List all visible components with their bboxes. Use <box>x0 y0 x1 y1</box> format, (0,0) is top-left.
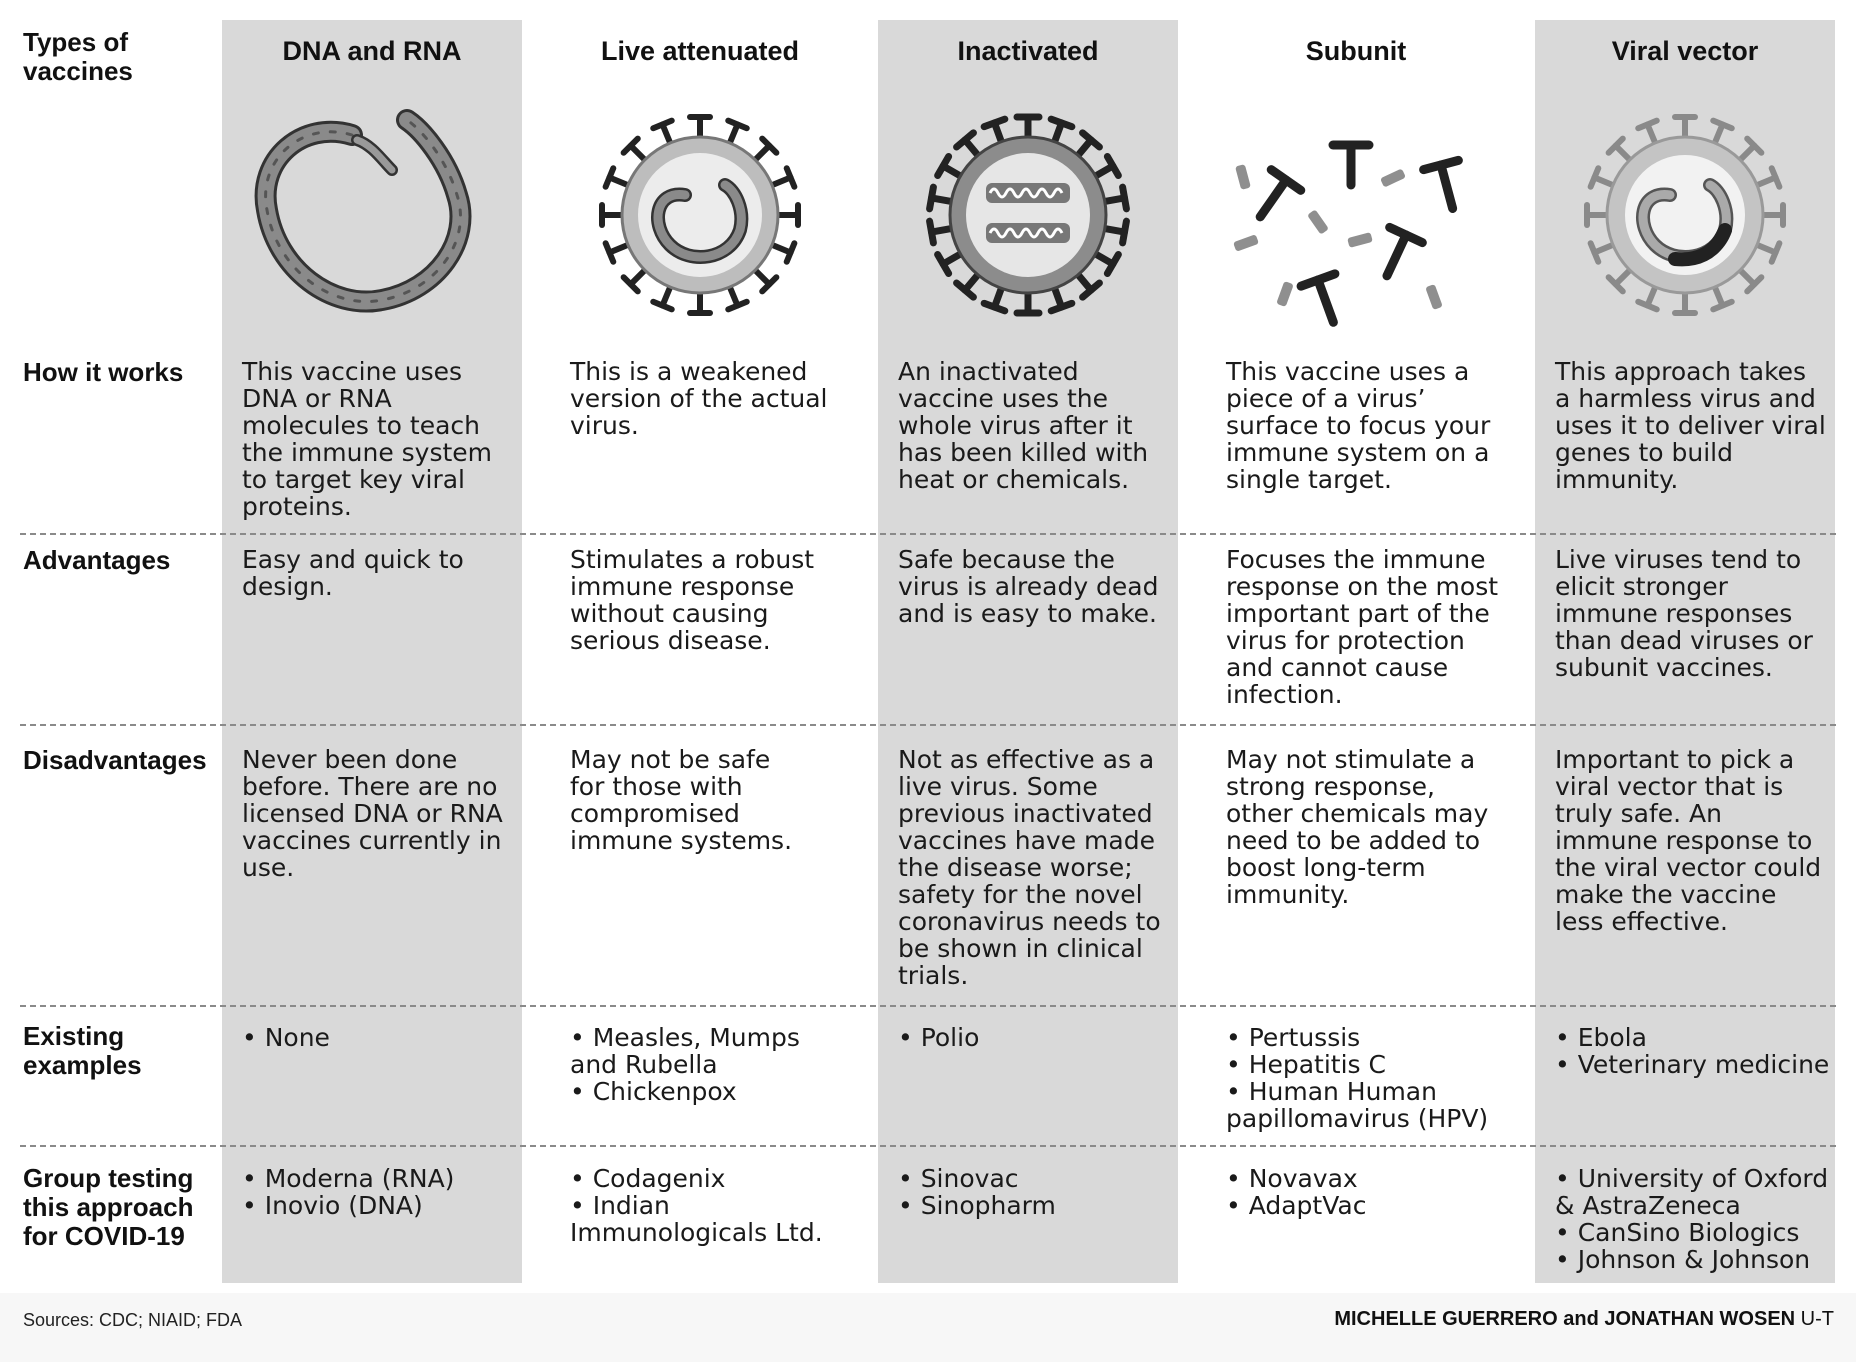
disadvantages-viral-vector: Important to pick a viral vector that is truly safe. An immune response to the viral vector could make the vaccine less effective. <box>1555 745 1822 936</box>
byline-org: U-T <box>1795 1308 1834 1330</box>
examples-live-attenuated: • Measles, Mumps and Rubella • Chickenpox <box>570 1023 800 1106</box>
advantages-viral-vector: Live viruses tend to elicit stronger immune responses than dead viruses or subunit vaccines. <box>1555 545 1813 682</box>
viral-vector-icon <box>1535 100 1835 330</box>
column-title-inactivated: Inactivated <box>957 36 1099 66</box>
examples-dna-rna: • None <box>242 1023 330 1052</box>
weakened-virus-icon <box>550 100 850 330</box>
advantages-live-attenuated: Stimulates a robust immune response without causing serious disease. <box>570 545 815 655</box>
how-it-works-dna-rna: This vaccine uses DNA or RNA molecules to teach the immune system to target key viral proteins. <box>242 357 493 521</box>
groups-live-attenuated: • Codagenix • Indian Immunologicals Ltd. <box>570 1164 823 1247</box>
column-title-dna-rna: DNA and RNA <box>282 36 462 66</box>
how-it-works-viral-vector: This approach takes a harmless virus and uses it to deliver viral genes to build immunity. <box>1555 357 1826 494</box>
byline-names: MICHELLE GUERRERO and JONATHAN WOSEN <box>1334 1308 1796 1330</box>
row-header-how-it-works: How it works <box>23 357 184 387</box>
byline-credit <box>1334 1308 1834 1331</box>
groups-dna-rna: • Moderna (RNA) • Inovio (DNA) <box>242 1164 455 1220</box>
advantages-inactivated: Safe because the virus is already dead and is easy to make. <box>898 545 1159 628</box>
how-it-works-subunit: This vaccine uses a piece of a virus’ surface to focus your immune system on a single target. <box>1226 357 1491 494</box>
advantages-subunit: Focuses the immune response on the most important part of the virus for protection and cannot cause infection. <box>1226 545 1499 709</box>
sources-note: Sources: CDC; NIAID; FDA <box>23 1310 243 1330</box>
row-header-disadvantages: Disadvantages <box>23 745 207 775</box>
row-divider <box>20 533 1836 535</box>
row-divider <box>20 1005 1836 1007</box>
column-title-viral-vector: Viral vector <box>1611 36 1759 66</box>
row-header-advantages: Advantages <box>23 545 171 575</box>
disadvantages-subunit: May not stimulate a strong response, other chemicals may need to be added to boost long-term immunity. <box>1226 745 1489 909</box>
column-title-live-attenuated: Live attenuated <box>600 36 800 66</box>
disadvantages-dna-rna: Never been done before. There are no licensed DNA or RNA vaccines currently in use. <box>242 745 503 882</box>
column-title-subunit: Subunit <box>1305 36 1407 66</box>
examples-viral-vector: • Ebola • Veterinary medicine <box>1555 1023 1830 1079</box>
row-header-types: Types of vaccines <box>23 27 133 86</box>
row-header-existing-examples: Existing examples <box>23 1021 142 1080</box>
examples-subunit: • Pertussis • Hepatitis C • Human Human papillomavirus (HPV) <box>1226 1023 1489 1133</box>
advantages-dna-rna: Easy and quick to design. <box>242 545 464 601</box>
how-it-works-live-attenuated: This is a weakened version of the actual virus. <box>570 357 828 440</box>
disadvantages-live-attenuated: May not be safe for those with compromised immune systems. <box>570 745 793 855</box>
disadvantages-inactivated: Not as effective as a live virus. Some previous inactivated vaccines have made the disease worse; safety for the novel coronavirus needs to be shown in clinical trials. <box>898 745 1161 990</box>
groups-subunit: • Novavax • AdaptVac <box>1226 1164 1367 1220</box>
subunit-proteins-icon <box>1206 100 1506 330</box>
row-header-group-testing: Group testing this approach for COVID-19 <box>23 1163 194 1251</box>
dna-rna-strand-icon <box>222 100 522 330</box>
groups-inactivated: • Sinovac • Sinopharm <box>898 1164 1056 1220</box>
examples-inactivated: • Polio <box>898 1023 980 1052</box>
row-divider <box>20 724 1836 726</box>
how-it-works-inactivated: An inactivated vaccine uses the whole virus after it has been killed with heat or chemicals. <box>898 357 1149 494</box>
groups-viral-vector: • University of Oxford & AstraZeneca • CanSino Biologics • Johnson & Johnson <box>1555 1164 1829 1274</box>
row-divider <box>20 1145 1836 1147</box>
inactivated-virus-icon <box>878 100 1178 330</box>
